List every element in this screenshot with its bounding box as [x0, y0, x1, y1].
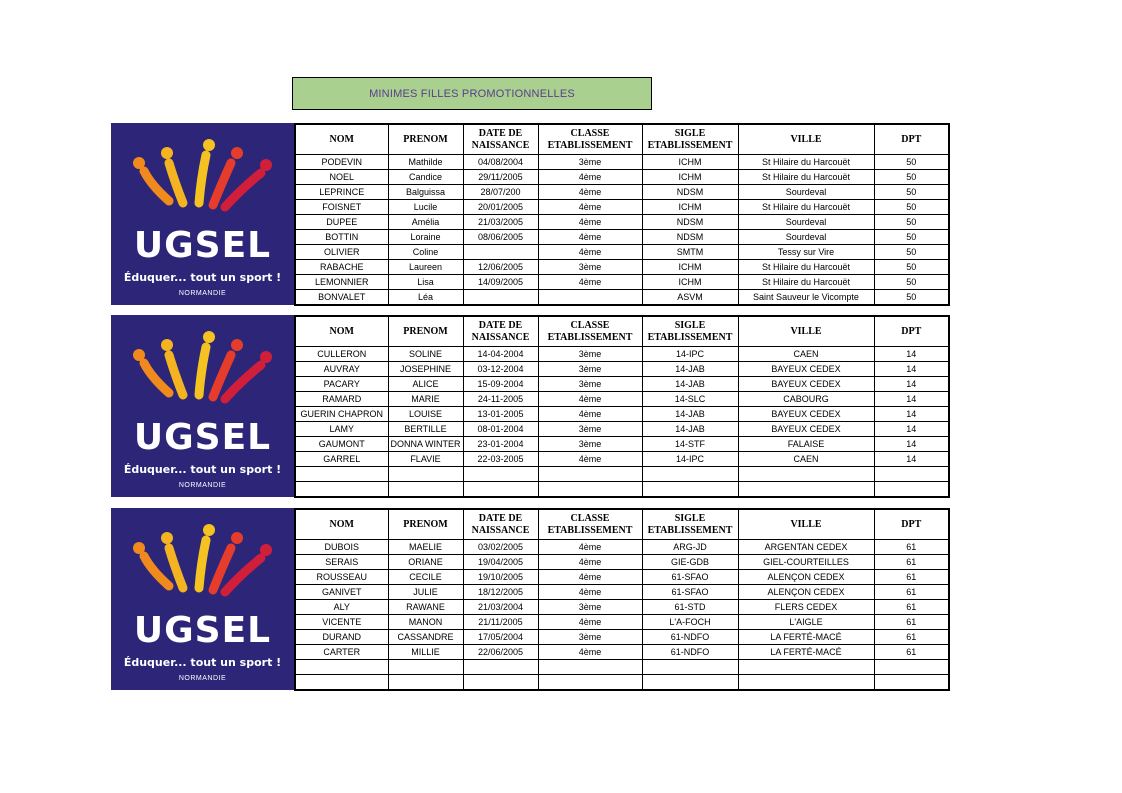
table-cell — [738, 660, 874, 675]
logo-region: NORMANDIE — [178, 290, 227, 298]
table-cell: ICHM — [642, 155, 738, 170]
table-cell: L'A-FOCH — [642, 615, 738, 630]
table-cell: 3ème — [538, 422, 642, 437]
table-cell: 4ème — [538, 452, 642, 467]
table-cell — [874, 660, 949, 675]
table-cell: DUPEE — [295, 215, 388, 230]
table-row — [295, 230, 949, 245]
table-cell: Saint Sauveur le Vicompte — [738, 290, 874, 306]
column-header: SIGLE ETABLISSEMENT — [642, 316, 738, 347]
table-cell: Sourdeval — [738, 185, 874, 200]
table-cell: JULIE — [388, 585, 463, 600]
table-cell — [738, 467, 874, 482]
table-cell: 61 — [874, 555, 949, 570]
table-cell: CECILE — [388, 570, 463, 585]
table-cell: 14 — [874, 452, 949, 467]
table-cell: 14-IPC — [642, 347, 738, 362]
table-cell: Balguissa — [388, 185, 463, 200]
table-cell: 4ème — [538, 185, 642, 200]
table-cell: 4ème — [538, 615, 642, 630]
table-row — [295, 585, 949, 600]
table-cell — [463, 467, 538, 482]
column-header: DPT — [874, 124, 949, 155]
ugsel-figures-icon — [111, 123, 294, 223]
table-cell: 14 — [874, 377, 949, 392]
table-cell: ORIANE — [388, 555, 463, 570]
table-cell: 50 — [874, 200, 949, 215]
table-cell: 14-JAB — [642, 377, 738, 392]
table-cell: L'AIGLE — [738, 615, 874, 630]
table-cell: 4ème — [538, 555, 642, 570]
table-row — [295, 377, 949, 392]
table-cell: 14/09/2005 — [463, 275, 538, 290]
table-row — [295, 452, 949, 467]
roster-block — [111, 123, 949, 306]
ugsel-figures-icon — [111, 508, 294, 608]
table-cell: 61-STD — [642, 600, 738, 615]
table-cell: OLIVIER — [295, 245, 388, 260]
table-cell — [463, 290, 538, 306]
table-row — [295, 540, 949, 555]
table-cell: MILLIE — [388, 645, 463, 660]
table-cell: 12/06/2005 — [463, 260, 538, 275]
table-cell — [642, 675, 738, 691]
table-cell: St Hilaire du Harcouët — [738, 200, 874, 215]
table-cell: 14-IPC — [642, 452, 738, 467]
table-row — [295, 275, 949, 290]
table-cell: ALICE — [388, 377, 463, 392]
table-row — [295, 437, 949, 452]
table-cell: Coline — [388, 245, 463, 260]
table-cell — [738, 482, 874, 498]
table-cell: PODEVIN — [295, 155, 388, 170]
table-cell: 50 — [874, 230, 949, 245]
table-cell: AUVRAY — [295, 362, 388, 377]
table-cell: St Hilaire du Harcouët — [738, 155, 874, 170]
table-cell: ICHM — [642, 200, 738, 215]
table-cell: 14-JAB — [642, 407, 738, 422]
table-cell: LOUISE — [388, 407, 463, 422]
table-cell: 4ème — [538, 230, 642, 245]
table-cell: GANIVET — [295, 585, 388, 600]
table-row — [295, 645, 949, 660]
column-header: PRENOM — [388, 316, 463, 347]
header-row — [295, 316, 949, 347]
table-cell: Mathilde — [388, 155, 463, 170]
table-cell: 4ème — [538, 570, 642, 585]
logo-tagline: Éduquer... tout un sport ! — [123, 271, 282, 285]
column-header: CLASSE ETABLISSEMENT — [538, 316, 642, 347]
table-cell: 61 — [874, 630, 949, 645]
column-header: DATE DE NAISSANCE — [463, 509, 538, 540]
table-row — [295, 245, 949, 260]
table-cell: 3ème — [538, 437, 642, 452]
column-header: DPT — [874, 316, 949, 347]
table-cell: 18/12/2005 — [463, 585, 538, 600]
table-cell: DURAND — [295, 630, 388, 645]
table-cell: FOISNET — [295, 200, 388, 215]
table-cell: GAUMONT — [295, 437, 388, 452]
table-cell — [538, 482, 642, 498]
table-cell: 50 — [874, 185, 949, 200]
table-cell: 4ème — [538, 215, 642, 230]
table-cell: 13-01-2005 — [463, 407, 538, 422]
sheet-title — [292, 77, 652, 110]
column-header: NOM — [295, 509, 388, 540]
table-cell: 3ème — [538, 362, 642, 377]
table-cell: NDSM — [642, 185, 738, 200]
table-row — [295, 362, 949, 377]
table-cell: St Hilaire du Harcouët — [738, 275, 874, 290]
table-cell: NOEL — [295, 170, 388, 185]
table-cell: 3ème — [538, 600, 642, 615]
table-cell: 08/06/2005 — [463, 230, 538, 245]
table-cell: ARGENTAN CEDEX — [738, 540, 874, 555]
table-cell — [538, 467, 642, 482]
logo-tagline: Éduquer... tout un sport ! — [123, 463, 282, 477]
table-cell: 29/11/2005 — [463, 170, 538, 185]
table-cell: CABOURG — [738, 392, 874, 407]
column-header: CLASSE ETABLISSEMENT — [538, 124, 642, 155]
table-cell: 14 — [874, 347, 949, 362]
table-cell: RAMARD — [295, 392, 388, 407]
table-cell — [388, 675, 463, 691]
logo-region: NORMANDIE — [178, 675, 227, 683]
table-cell: Loraine — [388, 230, 463, 245]
table-cell: St Hilaire du Harcouët — [738, 260, 874, 275]
table-cell: Tessy sur Vire — [738, 245, 874, 260]
table-cell: 3ème — [538, 377, 642, 392]
table-cell: 14 — [874, 422, 949, 437]
table-row — [295, 630, 949, 645]
table-cell — [874, 675, 949, 691]
header-row — [295, 124, 949, 155]
table-cell: 03-12-2004 — [463, 362, 538, 377]
table-cell — [295, 660, 388, 675]
roster-block — [111, 508, 949, 691]
column-header: VILLE — [738, 316, 874, 347]
table-cell — [538, 290, 642, 306]
table-cell: 14-STF — [642, 437, 738, 452]
table-cell: SOLINE — [388, 347, 463, 362]
table-cell: 4ème — [538, 170, 642, 185]
table-cell: St Hilaire du Harcouët — [738, 170, 874, 185]
table-cell: MAELIE — [388, 540, 463, 555]
table-cell: 08-01-2004 — [463, 422, 538, 437]
table-cell: 04/08/2004 — [463, 155, 538, 170]
table-cell: 21/11/2005 — [463, 615, 538, 630]
table-cell: ALENÇON CEDEX — [738, 585, 874, 600]
table-cell: NDSM — [642, 215, 738, 230]
table-cell: LA FERTÉ-MACÉ — [738, 630, 874, 645]
table-cell — [463, 245, 538, 260]
table-cell: ALENÇON CEDEX — [738, 570, 874, 585]
table-cell: GIE-GDB — [642, 555, 738, 570]
table-cell: Lucile — [388, 200, 463, 215]
table-cell: PACARY — [295, 377, 388, 392]
table-cell: 4ème — [538, 407, 642, 422]
table-cell: 14 — [874, 362, 949, 377]
table-cell: 61 — [874, 570, 949, 585]
table-cell — [388, 660, 463, 675]
table-cell: ICHM — [642, 170, 738, 185]
table-cell: ICHM — [642, 260, 738, 275]
table-row — [295, 615, 949, 630]
table-cell: BOTTIN — [295, 230, 388, 245]
table-cell: LEMONNIER — [295, 275, 388, 290]
table-cell: FLAVIE — [388, 452, 463, 467]
roster-table — [294, 508, 950, 691]
table-cell: FALAISE — [738, 437, 874, 452]
table-cell: 4ème — [538, 200, 642, 215]
table-cell — [874, 467, 949, 482]
table-cell: JOSEPHINE — [388, 362, 463, 377]
table-cell — [388, 467, 463, 482]
table-cell — [538, 660, 642, 675]
table-cell: Lisa — [388, 275, 463, 290]
table-cell — [538, 675, 642, 691]
table-cell: 22/06/2005 — [463, 645, 538, 660]
table-cell: 14-JAB — [642, 422, 738, 437]
table-cell: 61 — [874, 585, 949, 600]
table-cell: 50 — [874, 155, 949, 170]
table-row — [295, 422, 949, 437]
table-cell: GARREL — [295, 452, 388, 467]
column-header: DPT — [874, 509, 949, 540]
ugsel-logo — [111, 315, 294, 497]
table-cell: NDSM — [642, 230, 738, 245]
table-cell: 4ème — [538, 275, 642, 290]
column-header: VILLE — [738, 124, 874, 155]
table-cell: LAMY — [295, 422, 388, 437]
table-cell — [642, 660, 738, 675]
table-cell: 61-NDFO — [642, 645, 738, 660]
table-cell: LEPRINCE — [295, 185, 388, 200]
table-row — [295, 570, 949, 585]
table-row — [295, 482, 949, 498]
roster-table — [294, 123, 950, 306]
table-cell: 61 — [874, 540, 949, 555]
roster-table — [294, 315, 950, 498]
table-cell: CARTER — [295, 645, 388, 660]
table-cell: 4ème — [538, 585, 642, 600]
table-cell: 21/03/2005 — [463, 215, 538, 230]
table-row — [295, 170, 949, 185]
table-cell: 61-NDFO — [642, 630, 738, 645]
table-cell: CASSANDRE — [388, 630, 463, 645]
table-cell: 21/03/2004 — [463, 600, 538, 615]
table-cell: VICENTE — [295, 615, 388, 630]
table-cell: BONVALET — [295, 290, 388, 306]
table-cell: Sourdeval — [738, 215, 874, 230]
header-row — [295, 509, 949, 540]
table-cell: 50 — [874, 170, 949, 185]
table-row — [295, 185, 949, 200]
table-cell: 17/05/2004 — [463, 630, 538, 645]
table-cell — [463, 482, 538, 498]
table-cell: Laureen — [388, 260, 463, 275]
column-header: CLASSE ETABLISSEMENT — [538, 509, 642, 540]
table-cell: ARG-JD — [642, 540, 738, 555]
table-cell: ALY — [295, 600, 388, 615]
table-cell: 4ème — [538, 540, 642, 555]
table-cell — [295, 482, 388, 498]
table-cell: GIEL-COURTEILLES — [738, 555, 874, 570]
table-cell: 14 — [874, 407, 949, 422]
table-cell: 50 — [874, 245, 949, 260]
table-cell — [642, 467, 738, 482]
table-row — [295, 290, 949, 306]
table-cell: Candice — [388, 170, 463, 185]
table-cell: 28/07/200 — [463, 185, 538, 200]
table-cell: 23-01-2004 — [463, 437, 538, 452]
table-row — [295, 467, 949, 482]
table-cell: RAWANE — [388, 600, 463, 615]
ugsel-logo — [111, 123, 294, 305]
roster-block — [111, 315, 949, 498]
column-header: PRENOM — [388, 509, 463, 540]
table-cell: 14 — [874, 437, 949, 452]
table-cell: SMTM — [642, 245, 738, 260]
table-cell: 14-04-2004 — [463, 347, 538, 362]
table-cell — [874, 482, 949, 498]
table-cell: DONNA WINTER — [388, 437, 463, 452]
table-cell — [738, 675, 874, 691]
table-cell: CAEN — [738, 347, 874, 362]
table-cell — [388, 482, 463, 498]
table-cell: 61 — [874, 615, 949, 630]
table-cell — [295, 467, 388, 482]
table-row — [295, 155, 949, 170]
logo-tagline: Éduquer... tout un sport ! — [123, 656, 282, 670]
table-cell: RABACHE — [295, 260, 388, 275]
table-cell: 14-JAB — [642, 362, 738, 377]
column-header: SIGLE ETABLISSEMENT — [642, 509, 738, 540]
table-cell: 3ème — [538, 260, 642, 275]
table-cell: 50 — [874, 215, 949, 230]
column-header: DATE DE NAISSANCE — [463, 124, 538, 155]
table-cell: SERAIS — [295, 555, 388, 570]
table-cell: ASVM — [642, 290, 738, 306]
table-cell: 50 — [874, 290, 949, 306]
table-row — [295, 600, 949, 615]
table-cell: 22-03-2005 — [463, 452, 538, 467]
table-cell: ROUSSEAU — [295, 570, 388, 585]
table-cell: ICHM — [642, 275, 738, 290]
table-cell: BERTILLE — [388, 422, 463, 437]
table-cell: 14 — [874, 392, 949, 407]
table-cell: GUERIN CHAPRON — [295, 407, 388, 422]
table-cell: 4ème — [538, 645, 642, 660]
table-cell: MANON — [388, 615, 463, 630]
table-row — [295, 215, 949, 230]
table-cell: 3ème — [538, 347, 642, 362]
table-cell — [463, 675, 538, 691]
table-cell: 20/01/2005 — [463, 200, 538, 215]
table-cell: BAYEUX CEDEX — [738, 377, 874, 392]
column-header: NOM — [295, 124, 388, 155]
table-cell: 61 — [874, 600, 949, 615]
table-cell: 61-SFAO — [642, 585, 738, 600]
table-row — [295, 660, 949, 675]
table-cell: 19/10/2005 — [463, 570, 538, 585]
logo-region: NORMANDIE — [178, 482, 227, 490]
table-row — [295, 260, 949, 275]
column-header: DATE DE NAISSANCE — [463, 316, 538, 347]
logo-brand: UGSEL — [133, 609, 272, 651]
table-cell: 3ème — [538, 630, 642, 645]
table-cell: BAYEUX CEDEX — [738, 422, 874, 437]
table-cell: 50 — [874, 275, 949, 290]
table-cell — [463, 660, 538, 675]
table-cell: 03/02/2005 — [463, 540, 538, 555]
table-cell: BAYEUX CEDEX — [738, 362, 874, 377]
table-cell: 4ème — [538, 392, 642, 407]
column-header: NOM — [295, 316, 388, 347]
table-row — [295, 347, 949, 362]
table-cell: CAEN — [738, 452, 874, 467]
table-cell: 61-SFAO — [642, 570, 738, 585]
table-cell: Léa — [388, 290, 463, 306]
ugsel-logo — [111, 508, 294, 690]
table-row — [295, 675, 949, 691]
table-cell: MARIE — [388, 392, 463, 407]
table-cell: 61 — [874, 645, 949, 660]
column-header: VILLE — [738, 509, 874, 540]
column-header: SIGLE ETABLISSEMENT — [642, 124, 738, 155]
table-cell: 15-09-2004 — [463, 377, 538, 392]
table-cell: DUBOIS — [295, 540, 388, 555]
table-row — [295, 407, 949, 422]
column-header: PRENOM — [388, 124, 463, 155]
table-cell: 4ème — [538, 245, 642, 260]
sheet-title-text: MINIMES FILLES PROMOTIONNELLES — [369, 87, 575, 100]
table-cell: Amélia — [388, 215, 463, 230]
table-cell: 50 — [874, 260, 949, 275]
table-cell: LA FERTÉ-MACÉ — [738, 645, 874, 660]
table-cell: FLERS CEDEX — [738, 600, 874, 615]
table-cell — [295, 675, 388, 691]
table-cell — [642, 482, 738, 498]
table-row — [295, 392, 949, 407]
table-cell: BAYEUX CEDEX — [738, 407, 874, 422]
table-cell: 3ème — [538, 155, 642, 170]
table-row — [295, 555, 949, 570]
ugsel-figures-icon — [111, 315, 294, 415]
logo-brand: UGSEL — [133, 224, 272, 266]
table-cell: 14-SLC — [642, 392, 738, 407]
table-cell: 19/04/2005 — [463, 555, 538, 570]
table-row — [295, 200, 949, 215]
table-cell: 24-11-2005 — [463, 392, 538, 407]
table-cell: Sourdeval — [738, 230, 874, 245]
table-cell: CULLERON — [295, 347, 388, 362]
logo-brand: UGSEL — [133, 416, 272, 458]
